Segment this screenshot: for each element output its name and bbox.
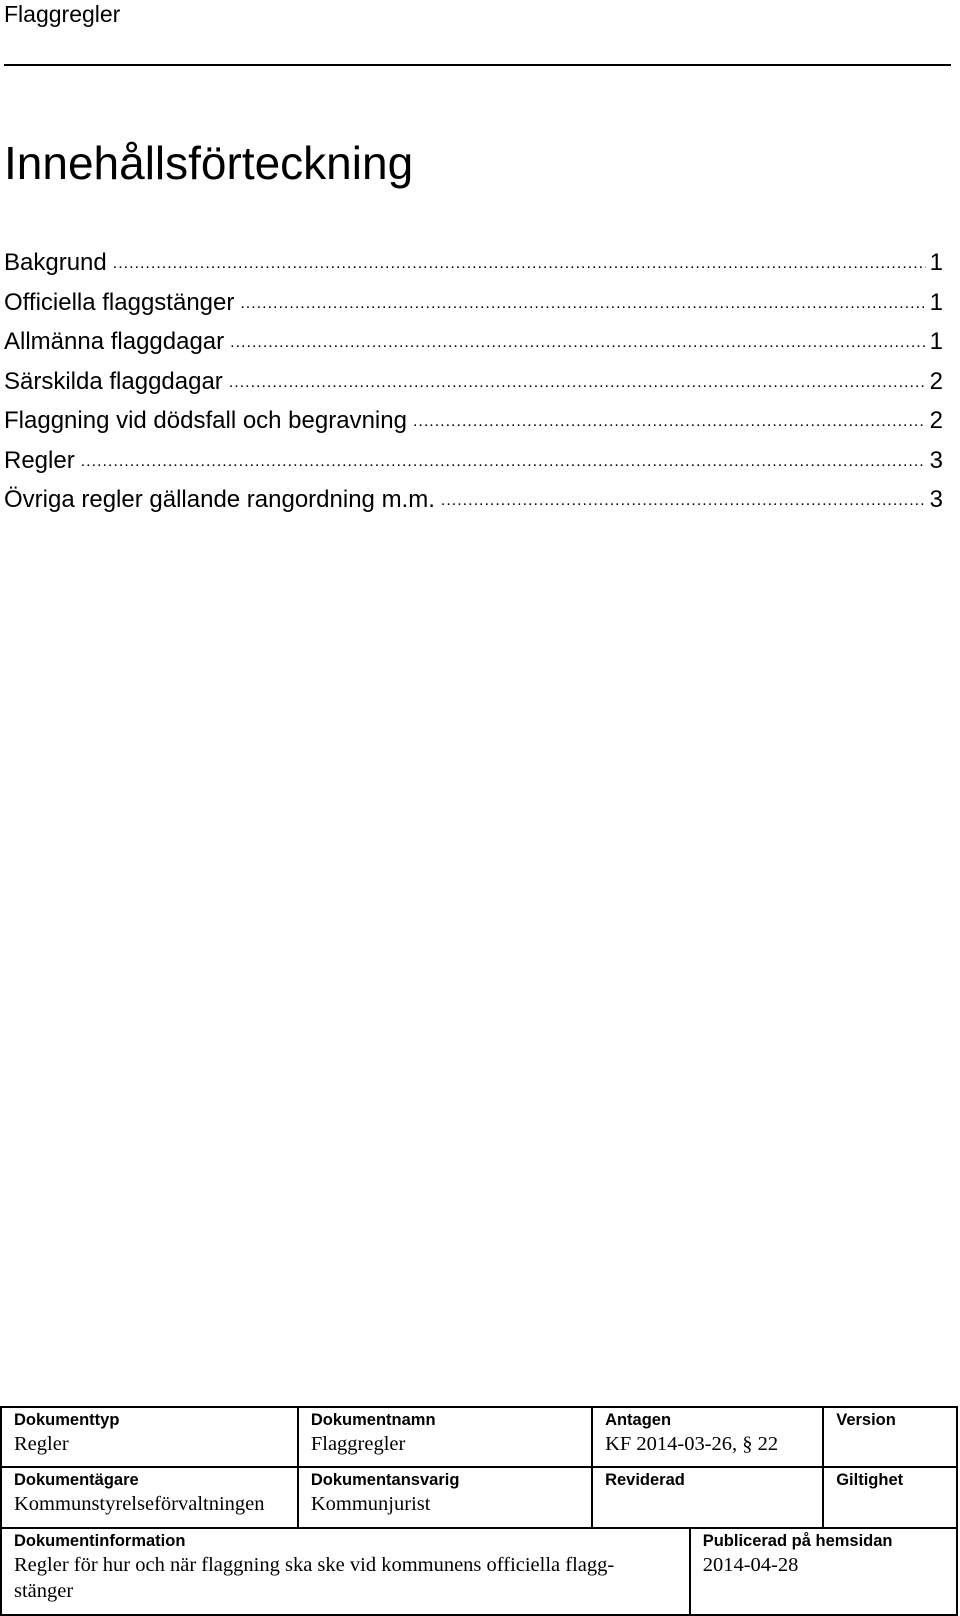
dokumentinformation-label: Dokumentinformation — [14, 1532, 186, 1550]
dokumentansvarig-value: Kommunjurist — [310, 1493, 431, 1515]
cell-antagen — [592, 1407, 823, 1467]
cell-version — [823, 1407, 957, 1467]
toc-entry-page: 2 — [929, 367, 943, 395]
dokumentagare-label: Dokumentägare — [14, 1471, 139, 1489]
cell-dokumentinformation — [1, 1528, 690, 1615]
toc-entry-regler[interactable] — [4, 441, 943, 481]
toc-entry-sarskilda-flaggdagar[interactable] — [4, 362, 943, 402]
cell-dokumenttyp — [1, 1407, 298, 1467]
dokumentinformation-value: Regler för hur och när flaggning ska ske vid kommunens officiella flagg- stänger — [14, 1554, 615, 1602]
dokumentagare-value: Kommunstyrelseförvaltningen — [14, 1493, 265, 1515]
cell-dokumentansvarig — [298, 1467, 592, 1528]
toc-entry-page: 1 — [929, 249, 943, 276]
dokumentnamn-label: Dokumentnamn — [310, 1411, 436, 1429]
toc-entry-label: Övriga regler gällande rangordning m.m. — [4, 486, 435, 513]
version-label: Version — [836, 1411, 896, 1429]
toc-leader-dots — [230, 323, 925, 362]
table-of-contents — [4, 243, 943, 520]
toc-entry-page: 1 — [929, 288, 943, 316]
toc-entry-ovriga-regler[interactable] — [4, 480, 943, 520]
toc-leader-dots — [81, 442, 926, 481]
antagen-label: Antagen — [605, 1411, 672, 1429]
toc-leader-dots — [413, 402, 926, 441]
toc-leader-dots — [240, 284, 925, 323]
toc-entry-page: 2 — [929, 407, 943, 434]
publicerad-value: 2014-04-28 — [702, 1554, 799, 1576]
dokumentnamn-value: Flaggregler — [310, 1433, 406, 1455]
toc-heading: Innehållsförteckning — [4, 137, 414, 189]
toc-entry-label: Officiella flaggstänger — [4, 288, 235, 316]
dokumenttyp-label: Dokumenttyp — [14, 1411, 120, 1429]
toc-entry-flaggning-vid-dodsfall[interactable] — [4, 401, 943, 441]
cell-dokumentagare — [1, 1467, 298, 1528]
document-info-table — [0, 1406, 958, 1616]
reviderad-label: Reviderad — [605, 1471, 685, 1489]
document-header-title: Flaggregler — [4, 1, 121, 27]
toc-entry-page: 1 — [929, 328, 943, 355]
toc-entry-label: Bakgrund — [4, 249, 107, 276]
toc-entry-page: 3 — [929, 446, 943, 474]
toc-entry-label: Regler — [4, 446, 75, 474]
dokumenttyp-value: Regler — [14, 1433, 69, 1455]
toc-entry-allmanna-flaggdagar[interactable] — [4, 322, 943, 362]
toc-entry-page: 3 — [929, 486, 943, 513]
cell-publicerad — [690, 1528, 957, 1615]
cell-giltighet — [823, 1467, 957, 1528]
header-divider — [4, 64, 951, 66]
cell-reviderad — [592, 1467, 823, 1528]
toc-entry-label: Flaggning vid dödsfall och begravning — [4, 407, 407, 434]
antagen-value: KF 2014-03-26, § 22 — [605, 1433, 779, 1455]
giltighet-label: Giltighet — [836, 1471, 904, 1489]
toc-leader-dots — [113, 244, 926, 283]
toc-entry-officiella-flaggstanger[interactable] — [4, 283, 943, 323]
toc-entry-bakgrund[interactable] — [4, 243, 943, 283]
dokumentansvarig-label: Dokumentansvarig — [310, 1471, 460, 1489]
publicerad-label: Publicerad på hemsidan — [702, 1532, 893, 1550]
toc-leader-dots — [441, 481, 926, 520]
cell-dokumentnamn — [298, 1407, 592, 1467]
toc-leader-dots — [229, 363, 926, 402]
toc-entry-label: Särskilda flaggdagar — [4, 367, 223, 395]
toc-entry-label: Allmänna flaggdagar — [4, 328, 225, 355]
